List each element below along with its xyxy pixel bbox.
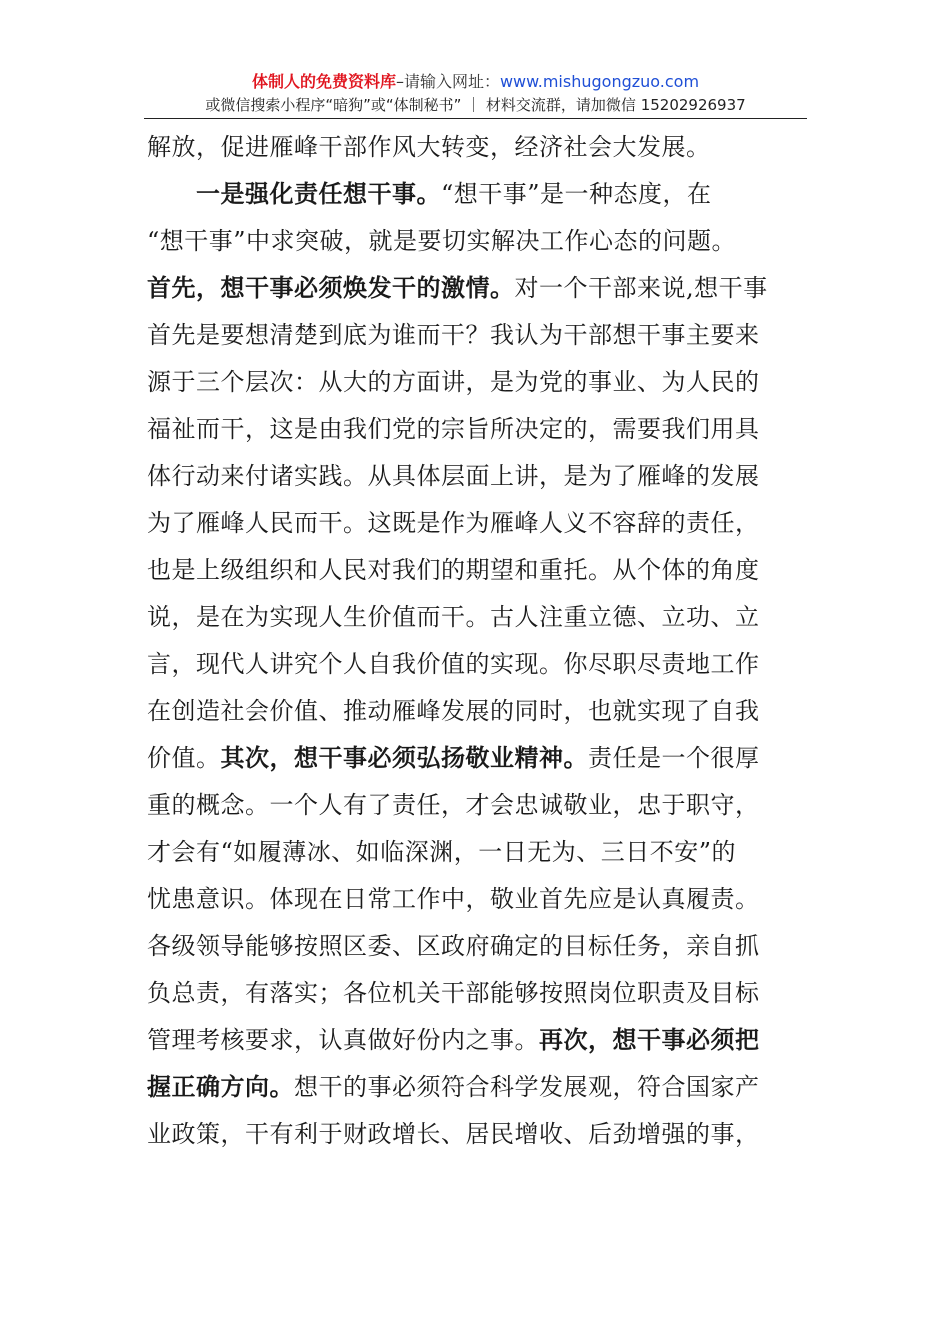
body-text: 价值。 xyxy=(147,744,221,772)
text-line xyxy=(147,500,807,547)
text-line xyxy=(147,735,807,782)
text-line xyxy=(147,829,807,876)
body-text: 首先是要想清楚到底为谁而干？我认为干部想干事主要来 xyxy=(147,321,760,349)
body-text: 也是上级组织和人民对我们的期望和重托。从个体的角度 xyxy=(147,556,760,584)
text-line xyxy=(147,1017,807,1064)
text-line xyxy=(147,782,807,829)
text-line xyxy=(147,970,807,1017)
text-line xyxy=(147,312,807,359)
text-line xyxy=(147,453,807,500)
body-text: 源于三个层次：从大的方面讲，是为党的事业、为人民的 xyxy=(147,368,760,396)
text-line xyxy=(147,265,807,312)
body-text: 想干的事必须符合科学发展观，符合国家产 xyxy=(294,1073,760,1101)
bold-heading-text: 首先，想干事必须焕发干的激情。 xyxy=(147,274,515,302)
body-text: 管理考核要求，认真做好份内之事。 xyxy=(147,1026,539,1054)
text-line xyxy=(147,1111,807,1158)
text-line xyxy=(147,124,807,171)
body-text: 忧患意识。体现在日常工作中，敬业首先应是认真履责。 xyxy=(147,885,760,913)
body-text: 福祉而干，这是由我们党的宗旨所决定的，需要我们用具 xyxy=(147,415,760,443)
text-line xyxy=(147,688,807,735)
text-line xyxy=(147,1064,807,1111)
header-divider xyxy=(144,118,807,119)
header-url-link[interactable]: www.mishugongzuo.com xyxy=(499,72,700,91)
body-text: 言，现代人讲究个人自我价值的实现。你尽职尽责地工作 xyxy=(147,650,760,678)
body-text: “想干事”是一种态度，在 xyxy=(441,180,712,208)
bold-heading-text: 一是强化责任想干事。 xyxy=(147,180,441,208)
text-line xyxy=(147,547,807,594)
text-line xyxy=(147,171,807,218)
text-line xyxy=(147,876,807,923)
body-text: 在创造社会价值、推动雁峰发展的同时，也就实现了自我 xyxy=(147,697,760,725)
body-text: 负总责，有落实；各位机关干部能够按照岗位职责及目标 xyxy=(147,979,760,1007)
body-text: 业政策，干有利于财政增长、居民增收、后劲增强的事， xyxy=(147,1120,760,1148)
page-header xyxy=(144,70,807,116)
text-line xyxy=(147,406,807,453)
body-text: 才会有“如履薄冰、如临深渊，一日无为、三日不安”的 xyxy=(147,838,737,866)
body-text: 重的概念。一个人有了责任，才会忠诚敬业，忠于职守， xyxy=(147,791,760,819)
header-line-2: 或微信搜索小程序“暗狗”或“体制秘书” ｜ 材料交流群，请加微信 15202926937 xyxy=(205,96,746,114)
text-line xyxy=(147,218,807,265)
header-brand: 体制人的免费资料库 xyxy=(251,72,396,91)
text-line xyxy=(147,923,807,970)
bold-heading-text: 握正确方向。 xyxy=(147,1073,294,1101)
bold-heading-text: 其次，想干事必须弘扬敬业精神。 xyxy=(220,744,588,772)
header-line-1 xyxy=(144,70,807,94)
body-text: 体行动来付诸实践。从具体层面上讲，是为了雁峰的发展 xyxy=(147,462,760,490)
body-text: 各级领导能够按照区委、区政府确定的目标任务，亲自抓 xyxy=(147,932,760,960)
body-text: 对一个干部来说,想干事 xyxy=(514,274,768,302)
body-text: 解放，促进雁峰干部作风大转变，经济社会大发展。 xyxy=(147,133,711,161)
body-text: 为了雁峰人民而干。这既是作为雁峰人义不容辞的责任， xyxy=(147,509,760,537)
document-body xyxy=(147,124,807,1158)
bold-heading-text: 再次，想干事必须把 xyxy=(539,1026,760,1054)
body-text: 责任是一个很厚 xyxy=(588,744,760,772)
text-line xyxy=(147,359,807,406)
header-prompt: –请输入网址： xyxy=(395,72,500,91)
text-line xyxy=(147,641,807,688)
body-text: 说，是在为实现人生价值而干。古人注重立德、立功、立 xyxy=(147,603,760,631)
body-text: “想干事”中求突破，就是要切实解决工作心态的问题。 xyxy=(147,227,737,255)
text-line xyxy=(147,594,807,641)
